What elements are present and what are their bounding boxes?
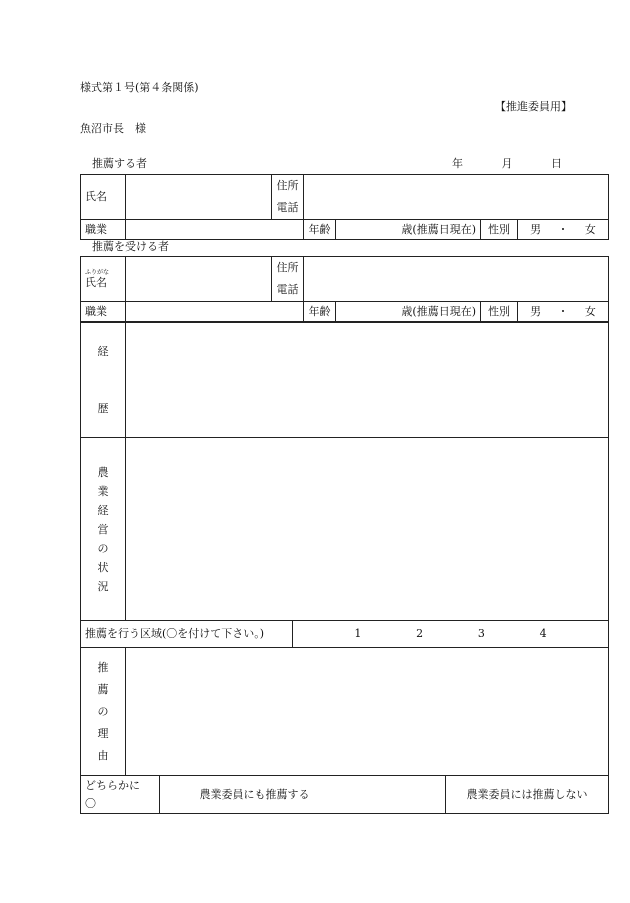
recommendee-table	[80, 256, 609, 323]
recommendee-address-field[interactable]	[304, 257, 609, 302]
reason-char: の	[97, 704, 109, 718]
area-option-3[interactable]: 3	[477, 627, 485, 641]
recommender-age-label: 年齢	[304, 220, 336, 240]
addressee: 魚沼市長 様	[80, 122, 146, 135]
usage-label: 【推進委員用】	[495, 100, 572, 113]
farm-char: 況	[97, 579, 109, 593]
recommendee-occupation-field[interactable]	[126, 302, 304, 323]
career-char: 経	[97, 344, 109, 358]
gender-separator: ・	[557, 222, 569, 236]
recommender-gender-field[interactable]	[518, 220, 609, 240]
recommender-table	[80, 174, 609, 240]
area-option-4[interactable]: 4	[539, 627, 547, 641]
recommendee-name-label	[81, 257, 126, 302]
gender-male-option[interactable]: 男	[530, 222, 542, 236]
gender-male-option[interactable]: 男	[530, 305, 542, 319]
recommendee-gender-field[interactable]	[518, 302, 609, 323]
career-char: 歴	[97, 401, 109, 415]
recommendee-address-label: 住所	[276, 261, 299, 274]
farm-char: 農	[97, 465, 109, 479]
reason-char: 薦	[97, 682, 109, 696]
recommender-address-field[interactable]	[304, 175, 609, 220]
recommendee-section-title: 推薦を受ける者	[92, 240, 169, 253]
farm-char: 営	[97, 522, 109, 536]
farm-status-field[interactable]	[126, 438, 609, 621]
farm-char: の	[97, 541, 109, 555]
date-year-label: 年	[452, 157, 463, 170]
farm-status-label	[81, 438, 126, 621]
details-table	[80, 321, 609, 814]
recommender-address-label: 住所	[276, 179, 299, 192]
farm-char: 状	[97, 560, 109, 574]
choice-label-line1: どちらかに	[85, 778, 140, 792]
recommender-name-label: 氏名	[81, 175, 126, 220]
date-line	[452, 157, 562, 170]
recommendee-age-label: 年齢	[304, 302, 336, 323]
recommendee-address-phone-label	[272, 257, 304, 302]
recommender-occupation-label: 職業	[81, 220, 126, 240]
farm-char: 経	[97, 503, 109, 517]
choice-recommend-option[interactable]: 農業委員にも推薦する	[160, 776, 446, 814]
form-number: 様式第１号(第４条関係)	[80, 81, 199, 94]
area-option-2[interactable]: 2	[416, 627, 424, 641]
recommendee-gender-label: 性別	[481, 302, 518, 323]
choice-label-line2: 〇	[85, 796, 96, 810]
furigana-label: ふりがな	[85, 268, 110, 276]
farm-char: 業	[97, 484, 109, 498]
recommender-occupation-field[interactable]	[126, 220, 304, 240]
choice-not-recommend-option[interactable]: 農業委員には推薦しない	[446, 776, 609, 814]
gender-separator: ・	[557, 305, 569, 319]
reason-field[interactable]	[126, 648, 609, 776]
recommender-phone-label: 電話	[276, 201, 299, 214]
date-month-label: 月	[501, 157, 513, 170]
recommendee-occupation-label: 職業	[81, 302, 126, 323]
area-options	[293, 621, 609, 648]
recommender-address-phone-label	[272, 175, 304, 220]
area-option-1[interactable]: 1	[354, 627, 362, 641]
gender-female-option[interactable]: 女	[584, 222, 596, 236]
date-day-label: 日	[551, 157, 562, 170]
recommender-section-title: 推薦する者	[92, 157, 147, 170]
career-field[interactable]	[126, 322, 609, 438]
reason-char: 由	[97, 748, 109, 762]
recommender-gender-label: 性別	[481, 220, 518, 240]
recommendee-name-text: 氏名	[85, 275, 107, 289]
area-label: 推薦を行う区域(〇を付けて下さい。)	[81, 621, 293, 648]
recommender-age-field[interactable]: 歳(推薦日現在)	[336, 220, 481, 240]
recommendee-age-field[interactable]: 歳(推薦日現在)	[336, 302, 481, 323]
gender-female-option[interactable]: 女	[584, 305, 596, 319]
reason-char: 理	[97, 726, 109, 740]
reason-label	[81, 648, 126, 776]
recommender-name-field[interactable]	[126, 175, 272, 220]
recommendee-phone-label: 電話	[276, 283, 299, 296]
career-label	[81, 322, 126, 438]
reason-char: 推	[97, 660, 109, 674]
choice-label	[81, 776, 160, 814]
recommendee-name-field[interactable]	[126, 257, 272, 302]
